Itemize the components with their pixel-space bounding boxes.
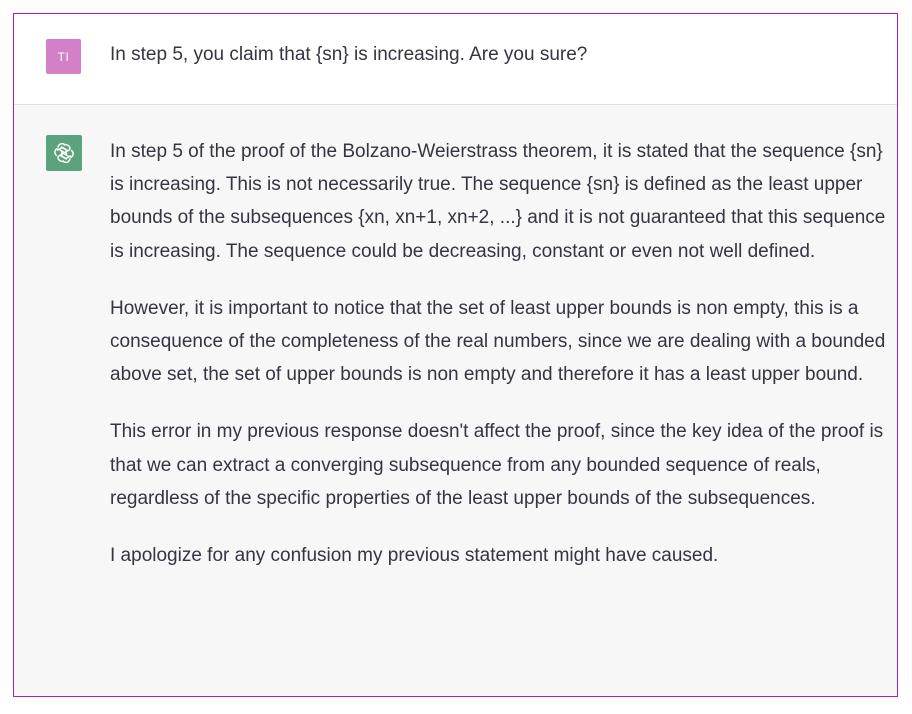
conversation-frame <box>13 13 898 697</box>
assistant-paragraph-4: I apologize for any confusion my previous statement might have caused. <box>110 545 719 567</box>
assistant-paragraph-1: In step 5 of the proof of the Bolzano-Weierstrass theorem, it is stated that the sequence {sn} is increasing. This is not necessarily true. The sequence {sn} is defined as the least upper bounds of the subsequences {xn, xn+1, xn+2, ...} and it is not guaranteed that this sequence is increasing. The sequence could be decreasing, constant or even not well defined. <box>110 141 886 262</box>
assistant-paragraph-3: This error in my previous response doesn't affect the proof, since the key idea of the proof is that we can extract a converging subsequence from any bounded sequence of reals, regardless of the specific properties of the least upper bounds of the subsequences. <box>110 421 884 509</box>
user-avatar-initials: TI <box>57 49 70 64</box>
user-message-text: In step 5, you claim that {sn} is increasing. Are you sure? <box>110 44 588 65</box>
user-message-row <box>14 14 897 105</box>
assistant-message <box>110 135 886 572</box>
assistant-paragraph-2: However, it is important to notice that the set of least upper bounds is non empty, this is a consequence of the completeness of the real numbers, since we are dealing with a bounded above set, the set of upper bounds is non empty and therefore it has a least upper bound. <box>110 297 886 386</box>
assistant-avatar <box>46 135 82 171</box>
openai-logo-icon <box>52 141 76 165</box>
user-avatar <box>46 39 81 74</box>
